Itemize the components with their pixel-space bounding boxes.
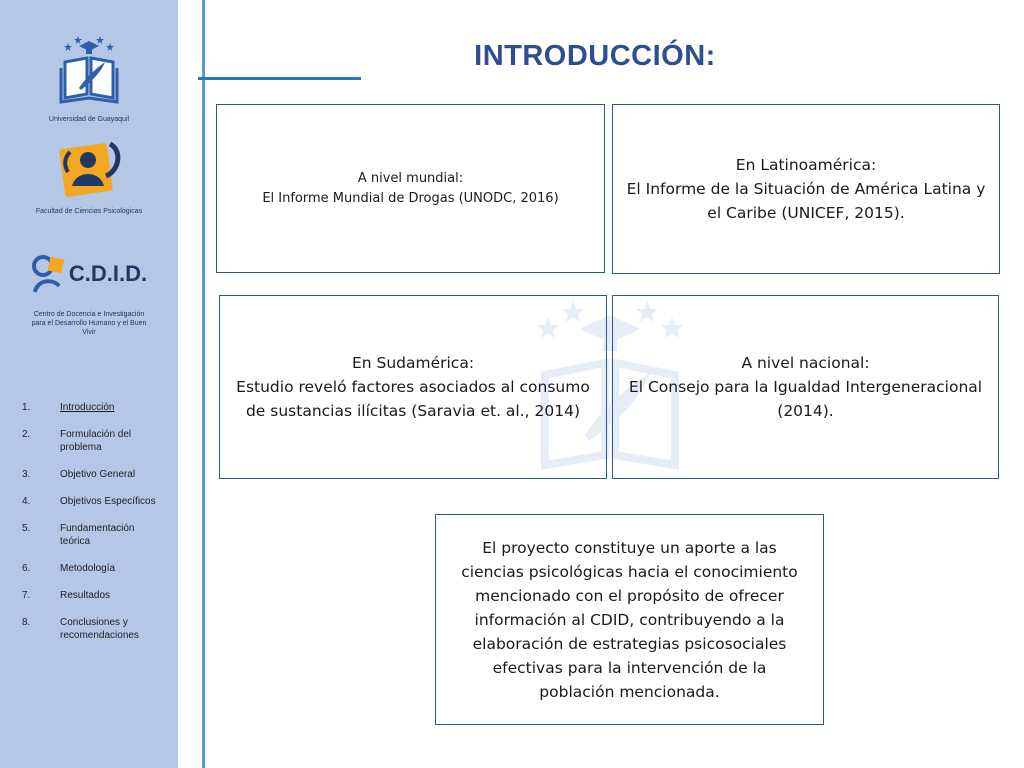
box-nivel-nacional [612, 295, 999, 479]
box-heading: A nivel nacional: [741, 354, 870, 372]
faculty-logo-block [0, 140, 178, 216]
box-proyecto [435, 514, 824, 725]
cdid-logo-block [0, 248, 178, 337]
nav-label: Conclusiones y recomendaciones [60, 617, 139, 641]
box-heading: A nivel mundial: [357, 170, 464, 186]
title-underline [198, 77, 361, 80]
nav-label: Objetivo General [60, 469, 136, 480]
faculty-logo-icon [54, 140, 124, 198]
university-logo-icon [57, 32, 121, 106]
box-text: El proyecto constituye un aporte a las ciencias psicológicas hacia el conocimiento mencionado con el propósito de ofrecer información al CDID, contribuyendo a la elaboración de estrategias psicosociales efectivas para la intervención de la población mencionada. [461, 538, 798, 701]
box-heading: En Latinoamérica: [735, 156, 877, 174]
box-text: El Informe Mundial de Drogas (UNODC, 2016) [262, 190, 559, 206]
box-text: El Consejo para la Igualdad Intergeneracional (2014). [628, 378, 983, 420]
nav-label: Resultados [60, 590, 111, 601]
nav-number: 7. [22, 590, 31, 601]
nav-label: Formulación del problema [60, 429, 132, 453]
box-text: El Informe de la Situación de América Latina y el Caribe (UNICEF, 2015). [626, 180, 986, 222]
box-heading: En Sudamérica: [351, 354, 475, 372]
box-text: Estudio reveló factores asociados al consumo de sustancias ilícitas (Saravia et. al., 2014) [236, 378, 590, 420]
vertical-divider [202, 0, 205, 768]
cdid-logo-text: C.D.I.D. [68, 261, 148, 286]
nav-label: Introducción [60, 402, 115, 413]
agenda-nav [22, 401, 172, 656]
cdid-caption: Centro de Docencia e Investigación para el Desarrollo Humano y el Buen Vivir [31, 311, 147, 336]
cdid-logo-icon [31, 252, 67, 296]
university-logo-block [0, 32, 178, 124]
nav-item-conclusiones[interactable] [22, 616, 172, 642]
box-nivel-mundial [216, 104, 605, 273]
sidebar-gap [178, 0, 202, 768]
nav-number: 2. [22, 429, 31, 440]
nav-item-metodologia[interactable] [22, 562, 172, 575]
box-latinoamerica [612, 104, 1000, 274]
nav-item-fundamentacion[interactable] [22, 522, 172, 548]
nav-item-objetivos-especificos[interactable] [22, 495, 172, 508]
nav-number: 8. [22, 617, 31, 628]
nav-number: 3. [22, 469, 31, 480]
nav-number: 5. [22, 523, 31, 534]
page-title: INTRODUCCIÓN: [474, 40, 716, 72]
nav-item-resultados[interactable] [22, 589, 172, 602]
nav-number: 1. [22, 402, 31, 413]
nav-item-introduccion[interactable] [22, 401, 172, 414]
nav-label: Fundamentación teórica [60, 523, 135, 547]
faculty-caption: Facultad de Ciencias Psicológicas [35, 208, 143, 215]
nav-item-objetivo-general[interactable] [22, 468, 172, 481]
nav-item-formulacion[interactable] [22, 428, 172, 454]
university-caption: Universidad de Guayaquil [48, 116, 130, 123]
nav-number: 6. [22, 563, 31, 574]
box-sudamerica [219, 295, 607, 479]
nav-label: Metodología [60, 563, 116, 574]
nav-label: Objetivos Específicos [60, 496, 156, 507]
nav-number: 4. [22, 496, 31, 507]
sidebar [0, 0, 178, 768]
